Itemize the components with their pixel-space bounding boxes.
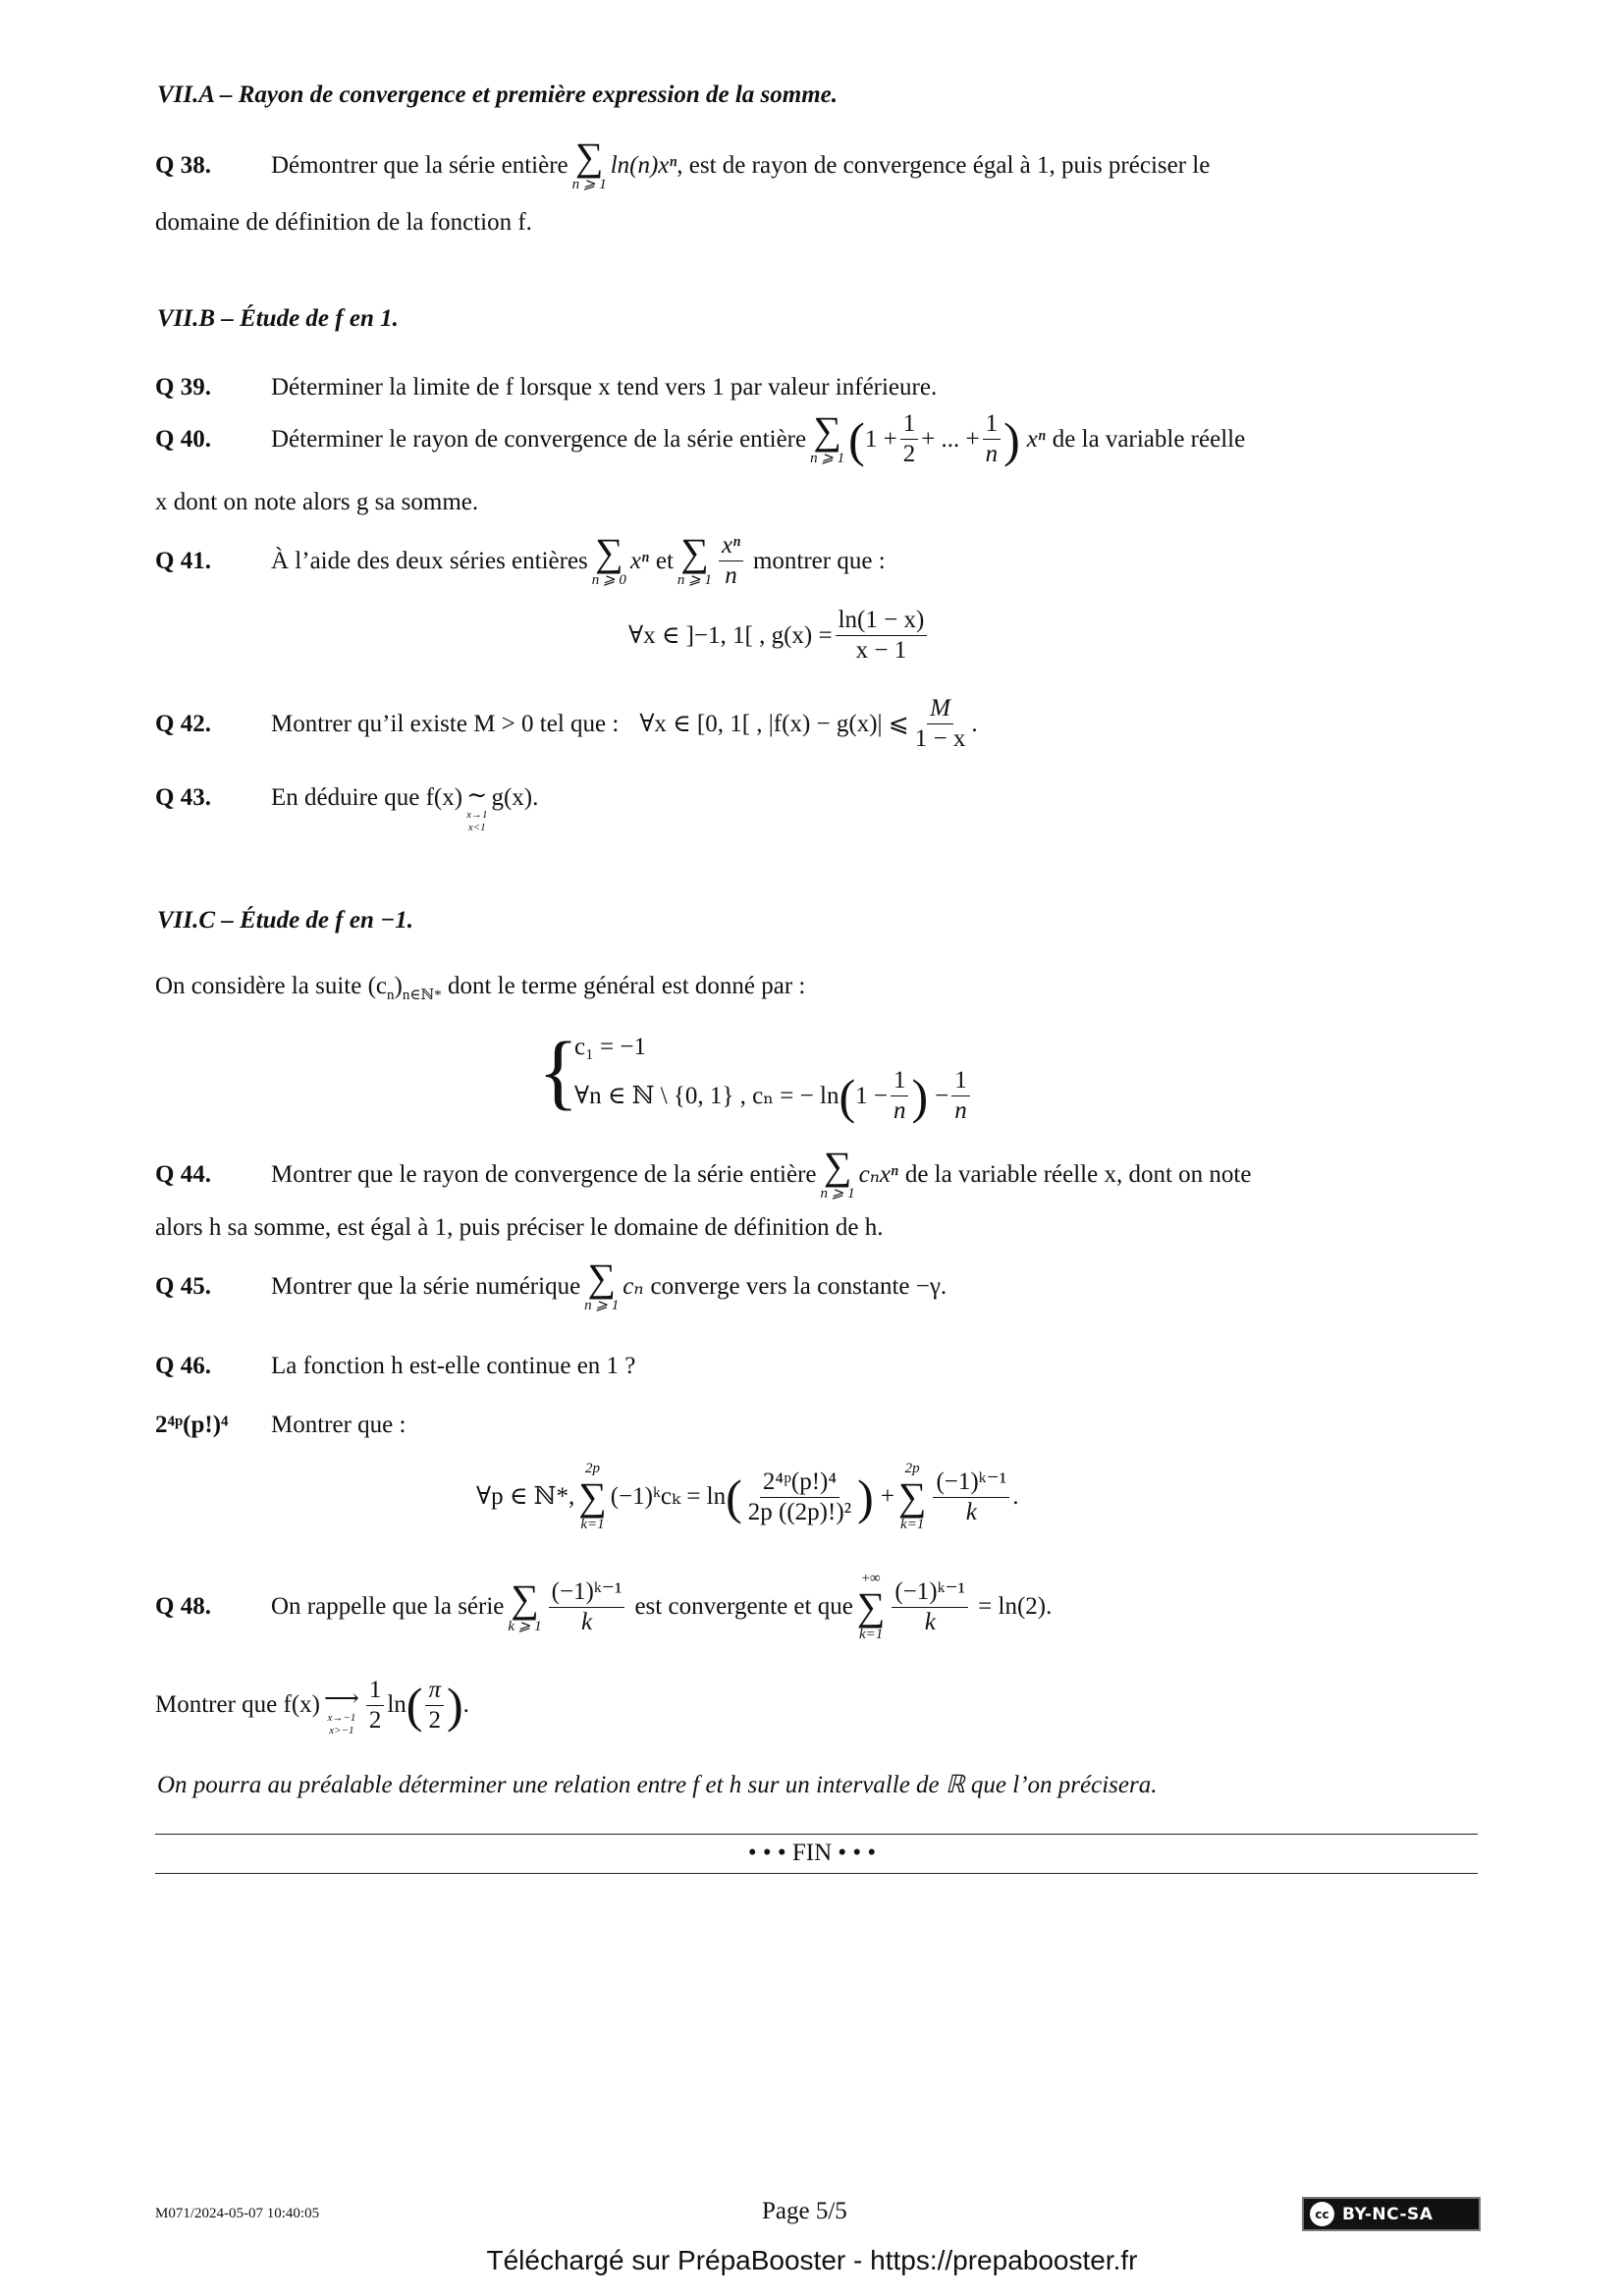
divider-top xyxy=(155,1834,1478,1835)
question-number: Q 45. xyxy=(155,1272,211,1300)
section-dash: – xyxy=(219,81,233,108)
numerator: ln(1 − x) xyxy=(836,607,928,636)
question-number: Q 42. xyxy=(155,710,211,737)
download-notice: Téléchargé sur PrépaBooster - https://prepabooster.fr xyxy=(486,2245,1138,2275)
section-label: VII.A xyxy=(157,81,214,108)
left-paren: ( xyxy=(726,1469,742,1524)
question-45 xyxy=(155,1255,947,1314)
numerator: π xyxy=(425,1677,444,1706)
limit-condition: x<1 xyxy=(467,822,486,833)
math-term: ln(n)xⁿ xyxy=(610,151,677,179)
hint-text: On pourra au préalable déterminer une relation entre f et h sur un intervalle de ℝ que l’on précisera. xyxy=(157,1772,1158,1798)
question-38 xyxy=(155,134,1211,193)
numerator: 2⁴ᵖ(p!)⁴ xyxy=(760,1468,839,1498)
sum-lower-bound: n ⩾ 0 xyxy=(591,572,626,588)
math-text: − xyxy=(935,1082,949,1109)
question-text: est convergente et que xyxy=(634,1593,853,1620)
numerator: (−1)ᵏ⁻¹ xyxy=(933,1468,1009,1498)
intro-text: On considère la suite (c xyxy=(155,973,388,999)
right-paren: ) xyxy=(857,1469,874,1524)
question-text: Déterminer la limite de f lorsque x tend vers 1 par valeur inférieure. xyxy=(271,374,938,400)
sum-symbol: ∑ k ⩾ 1 xyxy=(508,1575,542,1634)
math-term: cₙxⁿ xyxy=(858,1160,898,1188)
numerator: xⁿ xyxy=(719,532,743,561)
denominator: x − 1 xyxy=(855,637,907,664)
numerator: 1 xyxy=(366,1677,385,1706)
fraction xyxy=(366,1677,385,1735)
math-text: ln xyxy=(387,1691,406,1718)
numerator: M xyxy=(927,695,953,724)
sum-symbol: ∑ n ⩾ 1 xyxy=(584,1255,620,1313)
sum-lower-bound: n ⩾ 1 xyxy=(677,572,712,588)
math-term: xⁿ xyxy=(1026,425,1046,453)
question-number: Q 40. xyxy=(155,425,211,453)
question-38-line2: domaine de définition de la fonction f. xyxy=(155,209,532,236)
question-text: converge vers la constante −γ. xyxy=(650,1272,947,1300)
limit-condition: x>−1 xyxy=(329,1725,354,1736)
limit-condition: x→1 xyxy=(466,809,488,821)
question-text: Montrer que : xyxy=(271,1412,406,1438)
question-41 xyxy=(155,532,886,590)
question-text: g(x). xyxy=(491,784,539,811)
question-number: 2⁴ᵖ(p!)⁴ xyxy=(155,1412,229,1438)
question-number: Q 39. xyxy=(155,374,211,400)
numerator: 1 xyxy=(891,1067,909,1096)
fraction xyxy=(983,410,1001,468)
section-label: VII.B xyxy=(157,305,216,332)
end-mark: • • • FIN • • • xyxy=(747,1840,877,1866)
denominator: 2 xyxy=(368,1706,382,1734)
math-text: + ... + xyxy=(921,425,980,453)
question-text: La fonction h est-elle continue en 1 ? xyxy=(271,1353,636,1379)
question-number: Q 38. xyxy=(155,151,211,179)
fraction xyxy=(951,1067,970,1125)
math-term: cₙ xyxy=(623,1272,644,1300)
question-text: Montrer que le rayon de convergence de la série entière xyxy=(271,1160,817,1188)
numerator: (−1)ᵏ⁻¹ xyxy=(892,1578,968,1608)
intro-text: ) xyxy=(394,973,403,999)
sum-symbol: ∑ n ⩾ 1 xyxy=(677,530,712,588)
math-text: 1 − xyxy=(855,1082,888,1109)
right-paren: ) xyxy=(911,1068,929,1124)
question-number: Q 44. xyxy=(155,1160,211,1188)
sequence-intro xyxy=(155,972,805,1001)
sum-lower-bound: k=1 xyxy=(858,1627,884,1642)
fraction xyxy=(836,607,928,665)
question-number: Q 48. xyxy=(155,1593,211,1620)
denominator: k xyxy=(924,1608,936,1635)
system-line-1: c₁ = −1 xyxy=(574,1034,647,1060)
fraction xyxy=(933,1468,1009,1526)
numerator: (−1)ᵏ⁻¹ xyxy=(549,1578,625,1608)
system-line-2 xyxy=(574,1067,973,1125)
section-title: Rayon de convergence et première expression de la somme. xyxy=(238,81,838,108)
question-47 xyxy=(155,1411,406,1440)
sum-lower-bound: k=1 xyxy=(580,1517,605,1532)
left-paren: ( xyxy=(839,1068,856,1124)
sum-symbol: +∞ ∑ k=1 xyxy=(856,1571,886,1642)
sum-lower-bound: n ⩾ 1 xyxy=(820,1186,855,1201)
left-paren: ( xyxy=(406,1678,423,1733)
math-text: ∀p ∈ ℕ*, xyxy=(476,1483,575,1510)
question-text: En déduire que f(x) xyxy=(271,784,463,811)
math-text: + xyxy=(880,1483,894,1510)
math-text: (−1)ᵏcₖ = ln xyxy=(610,1483,727,1510)
section-label: VII.C xyxy=(157,907,216,934)
question-41-formula xyxy=(628,607,930,665)
divider-bottom xyxy=(155,1873,1478,1874)
numerator: 1 xyxy=(951,1067,970,1096)
denominator: 2 xyxy=(428,1706,441,1734)
section-title: Étude de f en 1. xyxy=(240,305,399,332)
question-text: , est de rayon de convergence égal à 1, puis préciser le xyxy=(677,151,1211,179)
denominator: 1 − x xyxy=(914,725,966,752)
question-number: Q 46. xyxy=(155,1353,211,1379)
subscript: n xyxy=(387,988,395,1003)
document-code: M071/2024-05-07 10:40:05 xyxy=(155,2206,320,2221)
math-term: xⁿ xyxy=(629,547,649,574)
sum-upper-bound: 2p xyxy=(904,1461,920,1476)
equiv-sign: ∼ xyxy=(466,782,488,809)
question-text: Démontrer que la série entière xyxy=(271,151,568,179)
sum-symbol: ∑ n ⩾ 1 xyxy=(810,408,845,466)
question-43 xyxy=(155,783,538,834)
sum-lower-bound: n ⩾ 1 xyxy=(584,1298,620,1313)
numerator: 1 xyxy=(983,410,1001,440)
denominator: n xyxy=(985,441,999,467)
question-text: On rappelle que la série xyxy=(271,1593,505,1620)
intro-text: dont le terme général est donné par : xyxy=(447,973,806,999)
fraction xyxy=(891,1067,909,1125)
equivalence-symbol xyxy=(466,783,487,834)
right-paren: ) xyxy=(446,1678,463,1733)
creative-commons-icon: cc xyxy=(1310,2202,1334,2226)
sum-lower-bound: k=1 xyxy=(900,1517,925,1532)
section-dash: – xyxy=(221,305,234,332)
fraction xyxy=(549,1578,625,1636)
denominator: k xyxy=(580,1608,593,1635)
right-paren: ) xyxy=(1003,411,1020,467)
denominator: n xyxy=(893,1097,906,1124)
question-text: de la variable réelle x, dont on note xyxy=(904,1160,1252,1188)
question-47-formula xyxy=(476,1461,1019,1533)
question-44 xyxy=(155,1144,1252,1202)
math-text: = ln(2). xyxy=(978,1593,1053,1620)
question-number: Q 41. xyxy=(155,547,211,574)
sum-lower-bound: n ⩾ 1 xyxy=(571,177,607,192)
question-46 xyxy=(155,1352,635,1381)
fraction xyxy=(900,410,919,468)
question-number: Q 43. xyxy=(155,784,211,811)
license-badge xyxy=(1302,2197,1481,2231)
left-paren: ( xyxy=(848,411,865,467)
denominator: k xyxy=(965,1498,977,1525)
denominator: 2 xyxy=(902,441,916,467)
sum-lower-bound: k ⩾ 1 xyxy=(508,1618,542,1634)
question-text: À l’aide des deux séries entières xyxy=(271,547,588,574)
sum-upper-bound: 2p xyxy=(584,1461,600,1476)
section-heading-c xyxy=(157,906,413,935)
fraction xyxy=(912,695,969,753)
sum-symbol: 2p ∑ k=1 xyxy=(897,1461,927,1532)
math-text: . xyxy=(1012,1483,1019,1510)
index-set: n∈ℕ* xyxy=(402,988,442,1003)
license-label: BY-NC-SA xyxy=(1342,2204,1434,2224)
question-48-limit xyxy=(155,1673,469,1737)
section-heading-a xyxy=(157,80,838,110)
question-39 xyxy=(155,373,937,402)
question-text: et xyxy=(655,547,674,574)
numerator: 1 xyxy=(900,410,919,440)
math-text: 1 + xyxy=(864,425,897,453)
section-heading-b xyxy=(157,304,399,334)
denominator: 2p ((2p)!)² xyxy=(747,1498,852,1525)
fraction xyxy=(719,532,743,590)
fraction xyxy=(745,1468,854,1526)
denominator: n xyxy=(725,562,737,589)
limit-condition: x→−1 xyxy=(327,1712,356,1724)
math-text: ∀n ∈ ℕ \ {0, 1} , cₙ = − ln xyxy=(574,1082,839,1109)
left-brace: { xyxy=(538,1024,579,1118)
fraction xyxy=(892,1578,968,1636)
question-48 xyxy=(155,1571,1052,1643)
math-text: . xyxy=(971,710,978,737)
question-40 xyxy=(155,410,1245,468)
page-number: Page 5/5 xyxy=(762,2198,847,2224)
question-text: de la variable réelle xyxy=(1052,425,1246,453)
sum-symbol: 2p ∑ k=1 xyxy=(578,1461,607,1532)
math-text: ∀x ∈ ]−1, 1[ , g(x) = xyxy=(628,621,833,649)
question-40-line2: x dont on note alors g sa somme. xyxy=(155,489,479,515)
section-title: Étude de f en −1. xyxy=(240,907,414,934)
math-text: . xyxy=(462,1691,469,1718)
limit-arrow xyxy=(324,1686,359,1737)
question-text: Montrer que la série numérique xyxy=(271,1272,581,1300)
question-44-line2: alors h sa somme, est égal à 1, puis préciser le domaine de définition de h. xyxy=(155,1214,884,1241)
section-dash: – xyxy=(221,907,234,934)
fraction xyxy=(425,1677,444,1735)
question-42 xyxy=(155,695,978,753)
question-text: Montrer qu’il existe M > 0 tel que : xyxy=(271,710,620,737)
arrow-icon: ⟶ xyxy=(324,1685,359,1712)
sum-symbol: ∑ n ⩾ 1 xyxy=(571,134,607,192)
question-text: Montrer que f(x) xyxy=(155,1691,320,1718)
sum-symbol: ∑ n ⩾ 0 xyxy=(591,530,626,588)
math-text: ∀x ∈ [0, 1[ , |f(x) − g(x)| ⩽ xyxy=(639,710,909,737)
sum-symbol: ∑ n ⩾ 1 xyxy=(820,1144,855,1201)
sum-upper-bound: +∞ xyxy=(861,1571,881,1586)
sum-lower-bound: n ⩾ 1 xyxy=(810,451,845,466)
denominator: n xyxy=(954,1097,967,1124)
question-text: Déterminer le rayon de convergence de la série entière xyxy=(271,425,807,453)
question-text: montrer que : xyxy=(752,547,886,574)
